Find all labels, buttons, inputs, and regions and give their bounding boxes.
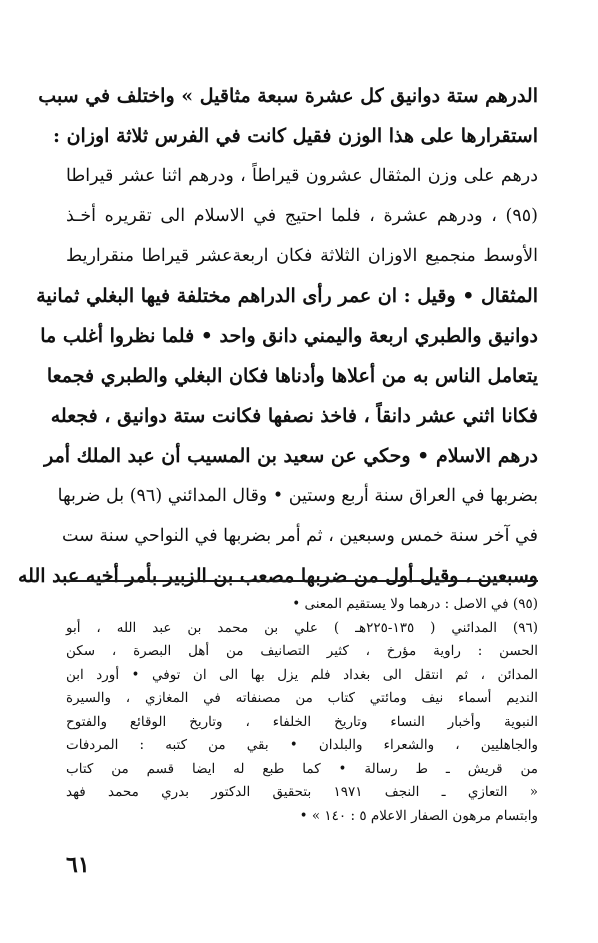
body-line-10: درهم الاسلام • وحكي عن سعيد بن المسيب أن عبد الملك أمر xyxy=(44,445,538,467)
footnote-96-line-8: « التعازي ـ النجف ١٩٧١ بتحقيق الدكتور بدري محمد فهد xyxy=(66,784,539,800)
main-text-block xyxy=(18,76,538,596)
body-line-4: (٩٥) ، ودرهم عشرة ، فلما احتيج في الاسلام الى تقريره أخـذ xyxy=(66,206,538,226)
footnote-96-line-1: (٩٦) المدائني ( ١٣٥-٢٢٥هـ ) علي بن محمد بن عبد الله ، أبو xyxy=(66,619,538,636)
body-line-5: الأوسط منجميع الاوزان الثلاثة فكان اربعةعشر قيراطا منقراريط xyxy=(66,246,538,266)
body-line-6: المثقال • وقيل : ان عمر رأى الدراهم مختلفة فيها البغلي ثمانية xyxy=(36,285,538,307)
body-line-8: يتعامل الناس به من أعلاها وأدناها فكان البغلي والطبري فجمعا xyxy=(46,365,538,387)
body-line-11: بضربها في العراق سنة أربع وستين • وقال المدائني (٩٦) بل ضربها xyxy=(57,486,538,506)
page-number: ٦١ xyxy=(66,852,90,878)
body-line-7: دوانيق والطبري اربعة واليمني دانق واحد • فلما نظروا أغلب ما xyxy=(40,325,538,347)
footnote-96-line-7: من قريش ـ ط رسالة • كما طبع له ايضا قسم من كتاب xyxy=(66,760,538,777)
body-line-1: الدرهم ستة دوانيق كل عشرة سبعة مثاقيل » واختلف في سبب xyxy=(38,85,538,107)
footnotes-block xyxy=(66,593,538,828)
body-line-2: استقرارها على هذا الوزن فقيل كانت في الفرس ثلاثة اوزان : xyxy=(52,125,538,147)
footnote-96-line-6: والجاهليين ، والشعراء والبلدان • بقي من كتبه : المردفات xyxy=(66,737,538,753)
footnote-96-line-4: النديم أسماء نيف ومائتي كتاب من مصنفاته في المغازي ، والسيرة xyxy=(66,690,538,706)
footnote-96-line-3: المدائن ، ثم انتقل الى بغداد فلم يزل بها الى ان توفي • أورد ابن xyxy=(66,666,538,683)
footnote-95: (٩٥) في الاصل : درهما ولا يستقيم المعنى • xyxy=(292,596,538,612)
footnote-96-line-9: وابتسام مرهون الصفار الاعلام ٥ : ١٤٠ » • xyxy=(299,807,538,824)
body-line-9: فكانا اثني عشر دانقاً ، فاخذ نصفها فكانت ستة دوانيق ، فجعله xyxy=(50,405,538,427)
footnote-divider xyxy=(66,580,538,582)
body-line-12: في آخر سنة خمس وسبعين ، ثم أمر بضربها في النواحي سنة ست xyxy=(62,526,538,546)
footnote-96-line-2: الحسن : راوية مؤرخ ، كثير التصانيف من أهل البصرة ، سكن xyxy=(66,643,538,659)
body-line-13: وسبعين ، وقيل أول من ضربها مصعب بن الزبير بأمر أخيه عبد الله xyxy=(18,565,538,587)
body-line-3: درهم على وزن المثقال عشرون قيراطاً ، ودرهم اثنا عشر قيراطا xyxy=(66,166,538,186)
footnote-96-line-5: النبوية وأخبار النساء وتاريخ الخلفاء ، وتاريخ الوقائع والفتوح xyxy=(66,713,538,730)
